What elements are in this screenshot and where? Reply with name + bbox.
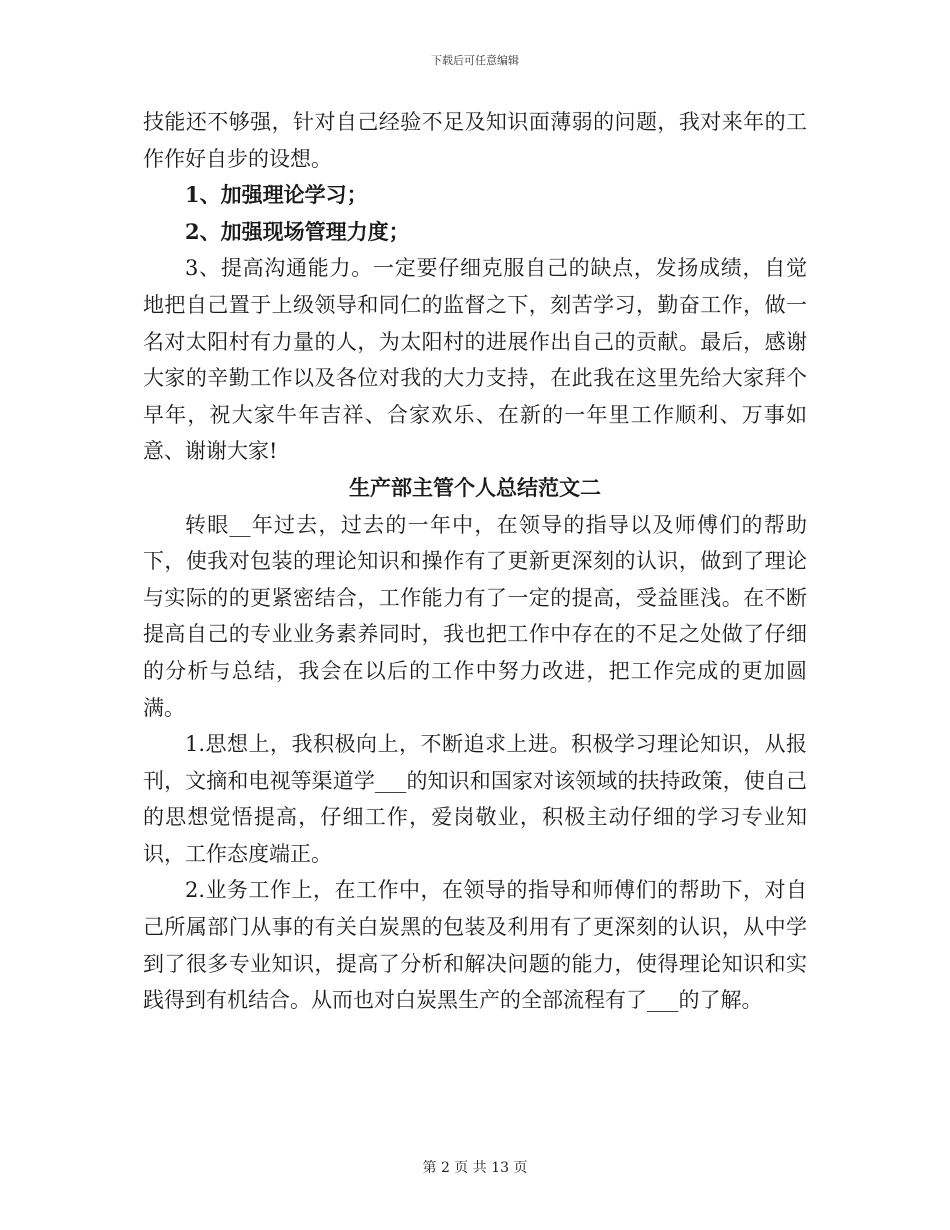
- paragraph-intro: 转眼__年过去，过去的一年中，在领导的指导以及师傅们的帮助下，使我对包装的理论知识和操作有了更新更深刻的认识，做到了理论与实际的的更紧密结合，工作能力有了一定的提高，受益匪浅。在不断提高自己的专业业务素养同时，我也把工作中存在的不足之处做了仔细的分析与总结，我会在以后的工作中努力改进，把工作完成的更加圆满。: [143, 512, 807, 720]
- paragraph-continued: 技能还不够强，针对自己经验不足及知识面薄弱的问题，我对来年的工作作好自步的设想。: [143, 110, 807, 171]
- section-title: 生产部主管个人总结范文二: [349, 474, 601, 500]
- plan-item-2: 2、加强现场管理力度；: [185, 218, 410, 244]
- paragraph-work: 2.业务工作上，在工作中，在领导的指导和师傅们的帮助下，对自己所属部门从事的有关白炭黑的包装及利用有了更深刻的认识，从中学到了很多专业知识，提高了分析和解决问题的能力，使得理论知识和实践得到有机结合。从而也对白炭黑生产的全部流程有了___的了解。: [143, 878, 807, 1013]
- document-body: [143, 104, 807, 1019]
- paragraph-ideology: 1.思想上，我积极向上，不断追求上进。积极学习理论知识，从报刊，文摘和电视等渠道学___的知识和国家对该领域的扶持政策，使自己的思想觉悟提高，仔细工作，爱岗敬业，积极主动仔细的学习专业知识，工作态度端正。: [143, 732, 807, 866]
- plan-item-1: 1、加强理论学习；: [185, 182, 368, 208]
- plan-item-3: 3、提高沟通能力。一定要仔细克服自己的缺点，发扬成绩，自觉地把自己置于上级领导和同仁的监督之下，刻苦学习，勤奋工作，做一名对太阳村有力量的人，为太阳村的进展作出自己的贡献。最后，感谢大家的辛勤工作以及各位对我的大力支持，在此我在这里先给大家拜个早年，祝大家牛年吉祥、合家欢乐、在新的一年里工作顺利、万事如意、谢谢大家!: [143, 256, 807, 464]
- page-header: 下载后可任意编辑: [431, 54, 519, 67]
- page-number: 第 2 页 共 13 页: [422, 1160, 528, 1176]
